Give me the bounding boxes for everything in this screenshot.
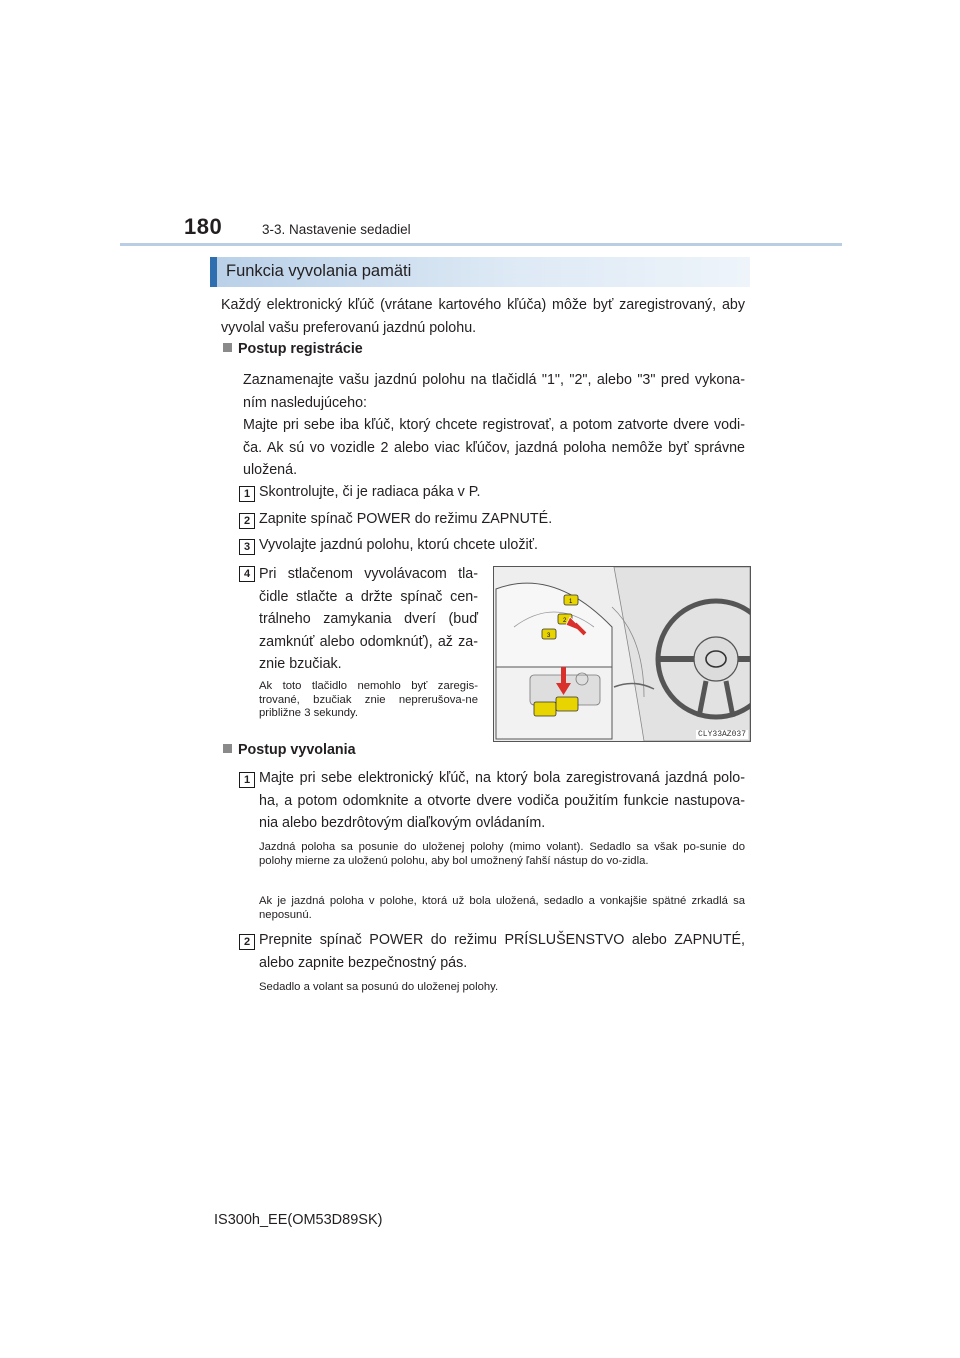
recall-subheading bbox=[223, 742, 356, 758]
registration-text bbox=[243, 369, 745, 482]
memory-button-illustration bbox=[493, 566, 751, 742]
step-badge-3: 3 bbox=[239, 539, 255, 555]
registration-step-2: Zapnite spínač POWER do režimu ZAPNUTÉ. bbox=[259, 511, 553, 527]
registration-step-4: Pri stlačenom vyvolávacom tla-čidle stlačte a držte spínač cen-trálneho zamykania dverí (buď zamknúť alebo odomknúť), až za-znie bzučiak. bbox=[259, 566, 478, 672]
heading-title: Funkcia vyvolania pamäti bbox=[226, 262, 412, 280]
recall-step-2: Prepnite spínač POWER do režimu PRÍSLUŠENSTVO alebo ZAPNUTÉ, alebo zapnite bezpečnostný pás. bbox=[259, 932, 745, 971]
section-title: 3-3. Nastavenie sedadiel bbox=[262, 222, 411, 237]
recall-step-badge-1: 1 bbox=[239, 772, 255, 788]
page-number: 180 bbox=[184, 214, 223, 239]
recall-step-1-note-1: Jazdná poloha sa posunie do uloženej polohy (mimo volant). Sedadlo sa však po-sunie do polohy mierne za uloženú polohu, aby bol umožnený ľahší nástup do vo-zidla. bbox=[259, 841, 745, 868]
registration-title: Postup registrácie bbox=[238, 341, 363, 357]
illustration-svg bbox=[494, 567, 750, 741]
recall-title: Postup vyvolania bbox=[238, 742, 356, 758]
recall-step-2-note: Sedadlo a volant sa posunú do uloženej polohy. bbox=[259, 981, 499, 993]
recall-step-1-note-2: Ak je jazdná poloha v polohe, ktorá už bola uložená, sedadlo a vonkajšie spätné zrkadlá sa neposunú. bbox=[259, 895, 745, 922]
registration-step-3: Vyvolajte jazdnú polohu, ktorú chcete uložiť. bbox=[259, 537, 539, 553]
memory-button-label-3: 3 bbox=[547, 633, 551, 639]
registration-step-4-note: Ak toto tlačidlo nemohlo byť zaregis-trované, bzučiak znie neprerušova-ne približne 3 sekundy. bbox=[259, 680, 478, 719]
section-heading bbox=[210, 257, 750, 287]
registration-text-2: Majte pri sebe iba kľúč, ktorý chcete registrovať, a potom zatvorte dvere vodi-ča. Ak sú vo vozidle 2 alebo viac kľúčov, jazdná poloha nemôže byť správne uložená. bbox=[243, 417, 745, 478]
heading-accent-bar bbox=[210, 257, 217, 287]
step-badge-1: 1 bbox=[239, 486, 255, 502]
recall-step-badge-2: 2 bbox=[239, 934, 255, 950]
memory-button-label-2: 2 bbox=[563, 618, 567, 624]
door-lock-switch-panel-icon bbox=[496, 667, 612, 739]
registration-text-1: Zaznamenajte vašu jazdnú polohu na tlačidlá "1", "2", alebo "3" pred vykona-ním nasledujúceho: bbox=[243, 372, 745, 411]
registration-step-1: Skontrolujte, či je radiaca páka v P. bbox=[259, 484, 481, 500]
intro-paragraph: Každý elektronický kľúč (vrátane kartového kľúča) môže byť zaregistrovaný, aby vyvolal vašu preferovanú jazdnú polohu. bbox=[221, 297, 745, 336]
step-badge-2: 2 bbox=[239, 513, 255, 529]
recall-step-1: Majte pri sebe elektronický kľúč, na ktorý bola zaregistrovaná jazdná polo-ha, a potom odomknite a otvorte dvere vodiča použitím funkcie nastupova-nia alebo bezdrôtovým diaľkovým ovládaním. bbox=[259, 770, 745, 831]
figure-code: CLY33AZ037 bbox=[697, 730, 746, 739]
registration-subheading bbox=[223, 341, 363, 357]
square-bullet-icon bbox=[223, 343, 232, 352]
document-code: IS300h_EE(OM53D89SK) bbox=[214, 1212, 383, 1228]
memory-button-label-1: 1 bbox=[569, 599, 573, 605]
step-badge-4: 4 bbox=[239, 566, 255, 582]
header-divider bbox=[120, 243, 842, 246]
square-bullet-icon bbox=[223, 744, 232, 753]
